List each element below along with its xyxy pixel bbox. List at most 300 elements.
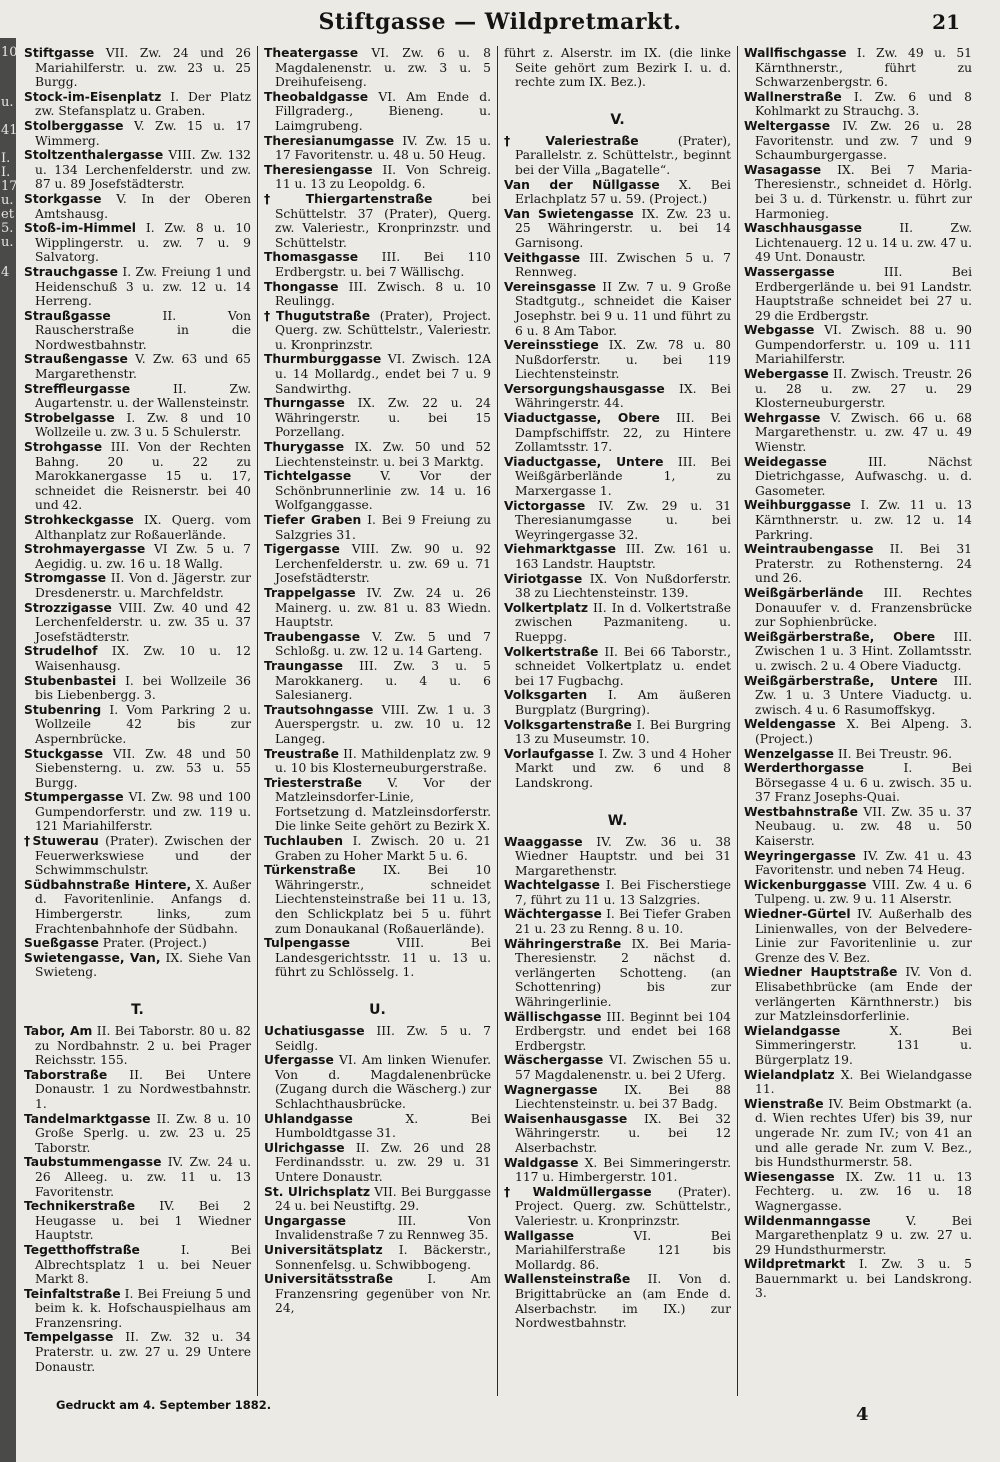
street-name: Weißgärberstraße, Untere [744,673,938,688]
street-name: St. Ulrichsplatz [264,1184,371,1199]
street-description: I. Vom Parkring 2 u. Wollzeile 42 bis zur Aspernbrücke. [35,702,251,746]
street-name: Technikerstraße [24,1199,136,1214]
street-entry [744,542,972,586]
street-entry [264,250,491,279]
street-entry [504,251,731,280]
street-description: VII. Zw. 24 und 26 Mariahilferstr. u. zw. 23 u. 25 Burgg. [35,46,251,90]
margin-fragment: et [1,207,14,222]
street-name: Wielandplatz [744,1067,835,1082]
street-description: V. Zw. 63 und 65 Margarethenstr. [35,352,251,382]
street-description: (Prater). Project. Querg. zw. Schüttelstr., Valeriestr. u. Kronprinzstr. [515,1184,731,1228]
street-entry [504,1083,731,1112]
street-entry [24,1330,251,1374]
street-description: I. Bei Albrechtsplatz 1 u. bei Neuer Markt 8. [35,1242,251,1287]
street-entry [264,542,491,586]
street-name: Wiesengasse [744,1169,835,1184]
street-name: Tempelgasse [24,1330,114,1345]
street-description: IX. Von Nußdorferstr. 38 zu Liechtensteinstr. 139. [515,571,731,601]
street-entry [24,513,251,542]
street-entry [264,352,491,396]
street-name: Stumpergasse [24,790,124,805]
street-entry [24,601,251,645]
street-description: VI. Bei Mariahilferstraße 121 bis Mollardg. 86. [515,1228,731,1272]
street-entry [504,280,731,338]
street-entry [504,1185,731,1229]
street-entry [24,1199,251,1243]
street-description: III. Zw. 161 u. 163 Landstr. Hauptstr. [515,542,731,571]
street-name: Straußgasse [24,308,111,323]
street-entry [504,878,731,907]
street-name: Wallensteinstraße [504,1272,631,1287]
street-entry [24,352,251,381]
street-entry [504,207,731,251]
street-description: II. Zw. 32 u. 34 Praterstr. u. zw. 27 u. 29 Untere Donaustr. [35,1330,251,1374]
street-name: Wildpretmarkt [744,1257,846,1272]
street-name: Taborstraße [24,1067,108,1082]
street-entry [264,1272,491,1316]
street-name: Wäschergasse [504,1053,604,1068]
street-entry [24,644,251,673]
street-entry [264,1141,491,1185]
street-entry [24,790,251,834]
street-description: VI. Am linken Wienufer. Von d. Magdalenenbrücke (Zugang durch die Wäscherg.) zur Schlachthausbrücke. [275,1053,491,1111]
street-name: Thongasse [264,279,339,294]
street-name: Thurngasse [264,396,345,411]
street-name: Ufergasse [264,1053,334,1068]
street-description: IX. Zw. 22 u. 24 Währingerstr. u. bei 15 Porzellang. [275,396,491,440]
street-name: Van der Nüllgasse [504,177,660,192]
street-entry [504,572,731,601]
street-entry [24,119,251,148]
street-description: führt z. Alserstr. im IX. (die linke Seite gehört zum Bezirk I. u. d. rechte zum IX. Bez.). [504,46,731,90]
street-description: II. Zw. Lichtenauerg. 12 u. 14 u. zw. 47 u. 49 Unt. Donaustr. [755,221,972,265]
street-description: X. Bei Simmeringerstr. 131 u. Bürgerplatz 19. [755,1023,972,1067]
street-name: Taubstummengasse [24,1155,162,1170]
street-name: Wiedner Hauptstraße [744,965,898,980]
street-name: Swietengasse, Van, [24,950,161,965]
street-name: Wehrgasse [744,410,821,425]
street-description: IX. Zw. 78 u. 80 Nußdorferstr. u. bei 119 Liechtensteinstr. [515,338,731,382]
street-description: I. Zw. 11 u. 13 Kärnthnerstr. u. zw. 12 u. 14 Parkring. [755,498,972,542]
street-entry [264,1053,491,1111]
street-entry [24,1068,251,1112]
street-description: I. Zw. 6 und 8 Kohlmarkt zu Strauchg. 3. [755,89,972,119]
street-entry [24,571,251,600]
street-name: Strauchgasse [24,264,118,279]
street-description: I. Bei Burgring 13 zu Museumstr. 10. [515,717,731,747]
street-description: III. Von Invalidenstraße 7 zu Rennweg 35. [275,1213,491,1243]
street-description: II. Von Schreig. 11 u. 13 zu Leopoldg. 6. [275,162,491,192]
street-name: Wiedner-Gürtel [744,907,851,922]
street-entry [24,1287,251,1331]
street-description: III. Zwischen 5 u. 7 Rennweg. [515,250,731,280]
page-header [0,0,1000,40]
street-description: VI. Zwisch. 12A u. 14 Mollardg., endet bei 7 u. 9 Sandwirthg. [275,352,491,396]
street-description: II. Von Rauscherstraße in die Nordwestbahnstr. [35,308,251,352]
street-description: VIII. Zw. 4 u. 6 Tulpeng. u. zw. 9 u. 11 Alserstr. [755,877,972,907]
street-description: II. In d. Volkertstraße zwischen Pazmaniteng. u. Rueppg. [515,600,731,644]
street-entry [264,1024,491,1053]
street-description: X. Bei Alpeng. 3. (Project.) [755,717,972,746]
street-entry [264,747,491,776]
street-entry [744,1214,972,1258]
street-entry [24,1112,251,1156]
street-name: Vereinsgasse [504,279,596,294]
street-entry [24,936,251,951]
street-description: I. Zw. 3 u. 5 Bauernmarkt u. bei Landskrong. 3. [755,1257,972,1301]
street-name: Uchatiusgasse [264,1024,365,1038]
section-letter: U. [369,1002,386,1018]
street-entry [744,265,972,323]
signature-mark: 4 [856,1404,869,1425]
street-name: Triesterstraße [264,775,363,790]
street-name: Viehmarktgasse [504,542,616,557]
street-name: Veithgasse [504,250,581,265]
street-description: VI. Zw. 6 u. 8 Magdalenenstr. u. zw. 3 u. 5 Dreihufeiseng. [275,46,491,90]
street-entry [264,280,491,309]
street-name: Wachtelgasse [504,878,600,893]
street-description: (Prater), Parallelstr. z. Schüttelstr., beginnt bei der Villa „Bagatelle“. [515,133,731,177]
street-description: IV. Zw. 15 u. 17 Favoritenstr. u. 48 u. 50 Heug. [275,133,491,163]
street-entry [504,645,731,689]
street-description: VII. Bei Burggasse 24 u. bei Neustiftg. 29. [275,1184,491,1214]
street-entry [24,309,251,353]
street-description: IX. Bei 88 Liechtensteinstr. u. bei 37 Badg. [515,1082,731,1112]
street-description: VI Zw. 5 u. 7 Aegidig. u. zw. 16 u. 18 Wallg. [35,542,251,571]
street-entry [744,586,972,630]
print-date: Gedruckt am 4. September 1882. [56,1398,272,1412]
street-name: Türkenstraße [264,863,356,878]
street-entry [744,907,972,965]
street-name: Streffleurgasse [24,381,131,396]
street-description: V. Zwisch. 66 u. 68 Margarethenstr. u. zw. 47 u. 49 Wienstr. [755,410,972,455]
street-entry [744,747,972,762]
street-entry [744,411,972,455]
street-entry [504,542,731,571]
street-name: Storkgasse [24,191,102,206]
street-name: Stubenbastei [24,673,117,688]
street-name: Wächtergasse [504,907,602,922]
street-description: VIII. Zw. 1 u. 3 Auerspergstr. u. zw. 10 u. 12 Langeg. [275,702,491,746]
street-name: Universitätsplatz [264,1242,383,1257]
street-entry [744,46,972,90]
street-description: II. Bei 31 Praterstr. zu Rothensterng. 24 und 26. [755,542,972,586]
street-description: V. Vor der Schönbrunnerlinie zw. 14 u. 16 Wolfganggasse. [275,469,491,513]
street-entry [24,1243,251,1287]
street-name: Strobelgasse [24,410,115,425]
street-entry [744,1257,972,1301]
street-entry [24,703,251,747]
street-entry [264,776,491,834]
street-name: Volkertplatz [504,600,588,615]
street-entry [744,119,972,163]
street-name: Wallgasse [504,1228,574,1243]
street-description: II. Von d. Jägerstr. zur Dresdenerstr. u. Marchfeldstr. [35,571,251,600]
street-name: Stiftgasse [24,46,95,60]
section-letter: T. [131,1002,144,1018]
street-name: Stolberggasse [24,118,124,133]
street-description: I. Bei Börsegasse 4 u. 6 u. zwisch. 35 u. 37 Franz Josephs-Quai. [755,761,972,805]
street-description: V. Vor der Matzleinsdorfer-Linie, Fortsetzung d. Matzleinsdorferstr. Die linke Seite gehört zu Bezirk X. [275,775,491,834]
street-entry [264,90,491,134]
street-name: Viaductgasse, Untere [504,454,664,469]
street-description: II. Bei Taborstr. 80 u. 82 zu Nordbahnstr. 2 u. bei Prager Reichsstr. 155. [35,1024,251,1068]
street-name: Thomasgasse [264,250,359,265]
street-description: II. Zwisch. Treustr. 26 u. 28 u. zw. 27 u. 29 Klosterneuburgerstr. [755,367,972,411]
street-name: Tuchlauben [264,834,343,849]
street-entry [504,1272,731,1330]
street-columns [18,46,980,1396]
street-description: I. Bei Freiung 5 und beim k. k. Hofschauspielhaus am Franzensring. [35,1286,251,1330]
street-entry [24,411,251,440]
street-name: Weyringergasse [744,848,856,863]
margin-fragment: 4 [1,265,10,280]
street-entry [24,834,251,878]
section-letter: W. [607,812,628,829]
street-description: II Zw. 7 u. 9 Große Stadtgutg., schneidet die Kaiser Josephstr. bei 9 u. 11 und führt zu 6 u. 8 Am Tabor. [515,279,731,338]
street-name: Viriotgasse [504,571,583,586]
street-entry [744,90,972,119]
street-description: I. Bei Fischerstiege 7, führt zu 11 u. 13 Salzgries. [515,878,731,907]
street-name: Westbahnstraße [744,804,859,819]
street-description: IV. Bei 2 Heugasse u. bei 1 Wiedner Hauptstr. [35,1199,251,1243]
street-entry [504,382,731,411]
street-description: IV. Zw. 41 u. 43 Favoritenstr. und neben 74 Heug. [755,848,972,878]
margin-fragment: u. [1,235,14,250]
street-name: Weintraubengasse [744,542,874,557]
street-name: Ungargasse [264,1213,346,1228]
street-name: Wenzelgasse [744,746,835,761]
street-name: Waschhausgasse [744,221,862,236]
street-description: IX. Zw. 11 u. 13 Fechterg. u. zw. 16 u. 18 Wagnergasse. [755,1169,972,1213]
street-entry [504,455,731,499]
street-description: II. Bei Untere Donaustr. 1 zu Nordwestbahnstr. 1. [35,1067,251,1111]
street-description: VIII. Zw. 90 u. 92 Lerchenfelderstr. u. zw. 69 u. 71 Josefstädterstr. [275,542,491,586]
street-description: X. Bei Simmeringerstr. 117 u. Himbergerstr. 101. [515,1155,731,1185]
street-description: Prater. (Project.) [98,936,207,951]
street-entry [504,747,731,791]
street-name: Stoß-im-Himmel [24,221,136,236]
street-description: III. Zw. 5 u. 7 Seidlg. [275,1024,491,1053]
street-name: Wallnerstraße [744,89,842,104]
street-name: Ulrichgasse [264,1140,345,1155]
street-name: Weihburggasse [744,498,851,513]
street-entry [264,513,491,542]
street-entry [24,1155,251,1199]
street-description: I. Am äußeren Burgplatz (Burgring). [515,688,731,717]
street-name: Tandelmarktgasse [24,1111,151,1126]
street-entry [264,192,491,250]
street-description: IV. Von d. Elisabethbrücke (am Ende der verlängerten Kärnthnerstr.) bis zur Matzleinsdorferlinie. [755,965,972,1024]
street-name: Tabor, Am [24,1024,93,1038]
street-description: IV. Zw. 29 u. 31 Theresianumgasse u. bei Weyringergasse 32. [515,498,731,542]
street-name: Universitätsstraße [264,1272,394,1287]
street-entry [24,542,251,571]
margin-fragment: I. [1,165,11,180]
street-description: IX. Bei 10 Währingerstr., schneidet Liechtensteinstraße bei 11 u. 13, den Schlickplatz bei 5 u. führt zum Donaukanal (Roßauerlände). [275,863,491,936]
street-name: Weldengasse [744,717,836,732]
street-description: III. Rechtes Donauufer v. d. Franzensbrücke zur Sophienbrücke. [755,585,972,630]
street-description: VII. Zw. 35 u. 37 Neubaug. u. zw. 48 u. 50 Kaiserstr. [755,804,972,849]
street-entry [744,878,972,907]
street-name: Weidegasse [744,454,827,469]
street-name: Waldgasse [504,1155,579,1170]
street-description: III. Bei Erdbergerlände u. bei 91 Landstr. Hauptstraße schneidet bei 27 u. 29 die Erdbergstr. [755,264,972,323]
street-entry [744,805,972,849]
street-entry [504,1112,731,1156]
street-entry [504,907,731,936]
street-description: VII. Zw. 48 und 50 Siebensterng. u. zw. 53 u. 55 Burgg. [35,746,251,790]
street-description: IX. Bei Währingerstr. 44. [515,381,731,411]
street-name: Uhlandgasse [264,1111,353,1126]
street-description: X. Bei Erlachplatz 57 u. 59. (Project.) [515,177,731,207]
street-name: Weißgärberstraße, Obere [744,629,936,644]
street-name: Thurmburggasse [264,352,382,367]
street-entry [744,630,972,674]
street-entry [24,674,251,703]
street-entry [504,134,731,178]
street-description: II. Bei 66 Taborstr., schneidet Volkertplatz u. endet bei 17 Fugbachg. [515,644,731,688]
street-description: X. Bei Wielandgasse 11. [755,1067,972,1097]
street-description: IX. Bei Maria-Theresienstr. 2 nächst d. verlängerten Schotteng. (an Schottenring) bis zur Währingerlinie. [515,936,731,1010]
street-name: Vereinsstiege [504,338,599,353]
street-description: IV. Zw. 24 u. 26 Mainerg. u. zw. 81 u. 83 Wiedn. Hauptstr. [275,585,491,630]
street-entry [264,703,491,747]
street-name: Waaggasse [504,834,583,849]
margin-fragment: 17 [1,179,18,194]
street-description: I. Zw. 49 u. 51 Kärnthnerstr., führt zu Schwarzenbergstr. 6. [755,46,972,90]
street-description: III. Bei Dampfschiffstr. 22, zu Hintere Zollamtsstr. 17. [515,411,732,455]
street-description: IV. Außerhalb des Linienwalles, von der Belvedere-Linie zur Favoritenlinie u. zur Grenze des V. Bez. [755,907,972,965]
street-name: Wällischgasse [504,1009,602,1024]
street-description: II. Bei Treustr. 96. [834,746,953,761]
street-entry [744,1097,972,1170]
street-description: VI. Zwisch. 88 u. 90 Gumpendorferstr. u. 109 u. 111 Mariahilferstr. [755,323,972,367]
street-entry [24,951,251,980]
street-entry [504,178,731,207]
street-name: †Thugutstraße [264,308,371,323]
street-description: I. Zwisch. 20 u. 21 Graben zu Hoher Markt 5 u. 6. [275,834,491,863]
street-description: III. Zw. 3 u. 5 Marokkanerg. u. 4 u. 6 Salesianerg. [275,658,491,703]
street-description: VI. Am Ende d. Fillgraderg., Bieneng. u. Laimgrubeng. [275,89,491,133]
street-description: III. Zw. 1 u. 3 Untere Viaductg. u. zwisch. 4 u. 6 Rasumoffskyg. [755,673,972,717]
street-entry [264,586,491,630]
street-entry [264,936,491,980]
margin-fragment: I. [1,151,11,166]
street-name: Treustraße [264,746,339,761]
street-entry [24,192,251,221]
street-entry [24,221,251,265]
margin-fragment: 41 [1,123,18,138]
street-name: Strohkeckgasse [24,513,134,527]
street-entry [744,965,972,1023]
street-entry [504,835,731,879]
street-name: Stock-im-Eisenplatz [24,89,162,104]
street-description: II. Zw. 26 und 28 Ferdinandsstr. u. zw. 29 u. 31 Untere Donaustr. [275,1140,491,1184]
page-number: 21 [932,10,960,34]
street-name: Vorlaufgasse [504,746,595,761]
street-name: Wasagasse [744,162,822,177]
street-name: Van Swietengasse [504,206,634,221]
street-entry [504,1229,731,1273]
street-name: Traungasse [264,658,343,673]
margin-fragment: u. [1,193,14,208]
street-description: IV. Zw. 36 u. 38 Wiedner Hauptstr. und bei 31 Margarethenstr. [515,834,731,878]
street-name: Victorgasse [504,498,586,513]
street-name: Traubengasse [264,629,361,644]
street-description: VIII. Bei Landesgerichtsstr. 11 u. 13 u. führt zu Schlösselg. 1. [275,936,491,980]
street-description: III. Zwisch. 8 u. 10 Reulingg. [275,279,491,309]
street-name: Theobaldgasse [264,89,369,104]
street-description: bei Schüttelstr. 37 (Prater), Querg. zw. Valeriestr., Kronprinzstr. und Schüttelstr. [275,191,491,250]
street-description: IV. Zw. 26 u. 28 Favoritenstr. und zw. 7 und 9 Schaumburgergasse. [755,118,972,163]
street-entry [264,834,491,863]
street-name: Teinfaltstraße [24,1286,121,1301]
street-description: III. Bei Weißgärberlände 1, zu Marxergasse 1. [515,454,731,499]
street-description: I. Zw. 3 und 4 Hoher Markt und zw. 6 und 8 Landskrong. [515,746,731,790]
street-name: Weißgärberlände [744,585,864,600]
column-4 [738,46,978,1396]
street-description: IX. Zw. 23 u. 25 Währingerstr. u. bei 14 Garnisong. [515,206,731,250]
street-name: Strohmayergasse [24,542,146,557]
street-description: I. Der Platz zw. Stefansplatz u. Graben. [35,89,251,119]
street-description: II. Mathildenplatz zw. 9 u. 10 bis Klosterneuburgerstraße. [275,746,491,776]
street-entry [24,46,251,90]
street-description: I. bei Wollzeile 36 bis Liebenbergg. 3. [35,673,251,703]
street-name: Volksgarten [504,688,588,703]
street-entry [744,1068,972,1097]
street-name: Weltergasse [744,118,831,133]
street-description: I. Zw. 8 u. 10 Wipplingerstr. u. zw. 7 u. 9 Salvatorg. [35,221,251,265]
street-description: I. Bei 9 Freiung zu Salzgries 31. [275,513,491,542]
street-entry [264,1214,491,1243]
street-entry [264,163,491,192]
street-description: V. Bei Margarethenplatz 9 u. zw. 27 u. 29 Hundsthurmerstr. [755,1213,972,1257]
street-name: Waisenhausgasse [504,1111,628,1126]
street-entry [744,455,972,499]
column-1 [18,46,258,1396]
margin-fragment: 5. [1,221,14,236]
street-entry [744,674,972,718]
street-entry [264,440,491,469]
street-description: IX. Querg. vom Althanplatz zur Roßauerlände. [35,513,251,542]
street-description: VI. Zwischen 55 u. 57 Magdalenenstr. u. bei 2 Uferg. [515,1053,731,1082]
street-name: Wickenburggasse [744,877,867,892]
street-description: (Prater). Zwischen der Feuerwerkswiese und der Schwimmschulstr. [35,834,251,878]
street-entry [744,717,972,746]
street-name: Viaductgasse, Obere [504,411,660,426]
street-entry [264,1243,491,1272]
street-entry [504,1053,731,1082]
street-entry [504,718,731,747]
margin-fragment: u. [1,95,14,110]
street-name: Theresiengasse [264,162,373,177]
street-name: Wallfischgasse [744,46,847,60]
street-entry [264,469,491,513]
street-entry [744,1024,972,1068]
street-name: Theresianumgasse [264,133,395,148]
street-entry [744,367,972,411]
street-description: III. Zwischen 1 u. 3 Hint. Zollamtsstr. u. zwisch. 2 u. 4 Obere Viaductg. [755,629,973,673]
street-name: †Valeriestraße [504,133,639,148]
street-name: Trautsohngasse [264,702,374,717]
column-3 [498,46,738,1396]
street-entry [264,1185,491,1214]
street-name: Tigergasse [264,542,340,557]
street-name: Volkertstraße [504,644,599,659]
street-name: Wienstraße [744,1096,824,1111]
street-description: II. Zw. Augartenstr. u. der Wallensteinstr. [35,381,251,411]
